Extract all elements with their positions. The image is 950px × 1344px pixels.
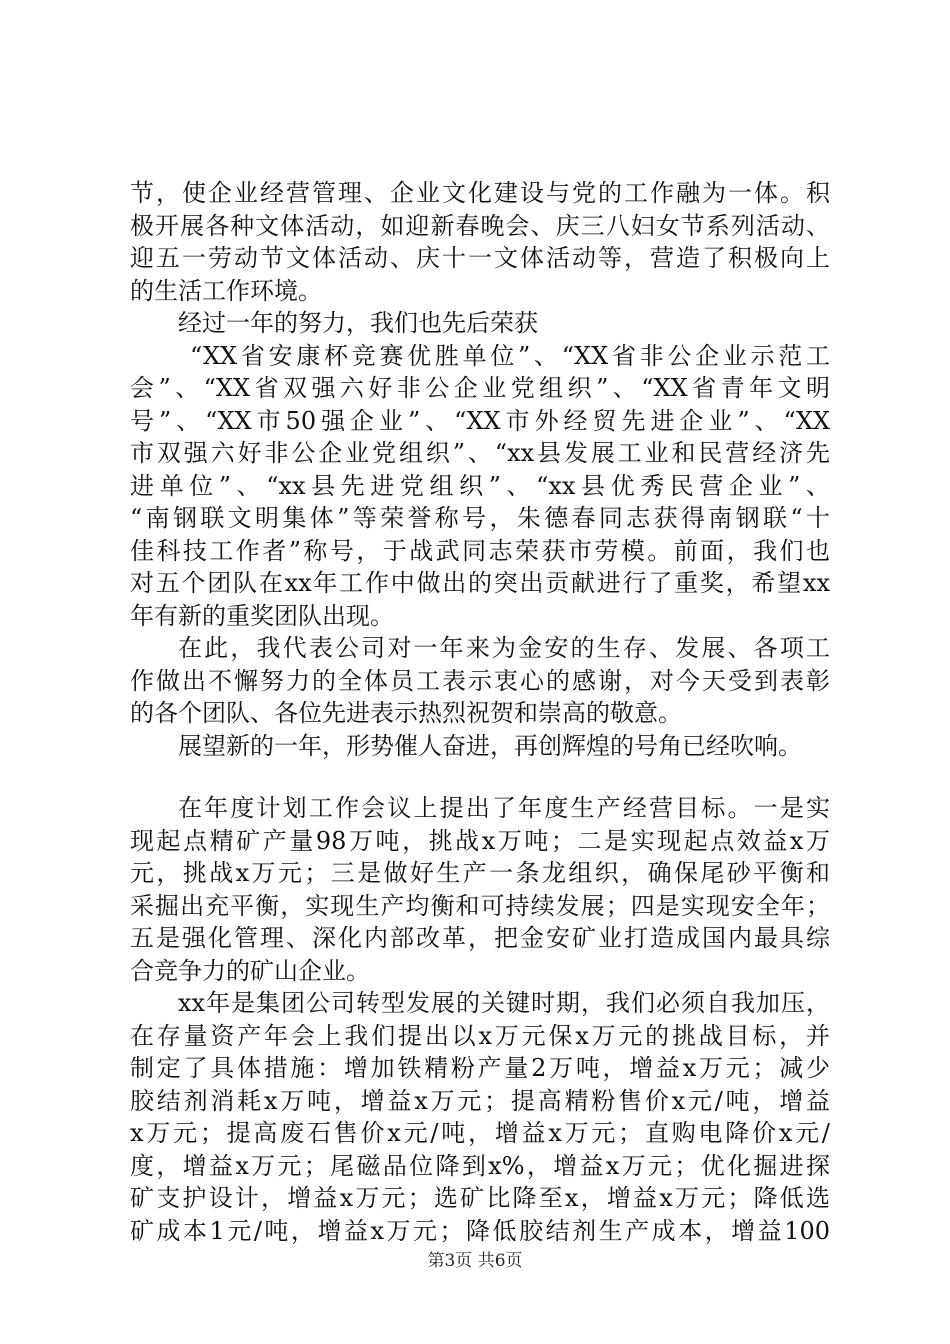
text-line: “XX省安康杯竞赛优胜单位”、“XX省非公企业示范工 (190, 341, 830, 370)
text-line: 号”、“XX市50强企业”、“XX市外经贸先进企业”、“XX (130, 406, 830, 435)
text-line: 市双强六好非公企业党组织”、“xx县发展工业和民营经济先 (130, 439, 830, 467)
text-line: 年有新的重奖团队出现。 (130, 601, 394, 630)
page-number-footer: 第3页 共6页 (427, 1251, 523, 1271)
text-line: 的各个团队、各位先进表示热烈祝贺和崇高的敬意。 (130, 699, 682, 727)
text-line: 度，增益x万元；尾磁品位降到x%，增益x万元；优化掘进探 (130, 1151, 830, 1180)
text-line: 作做出不懈努力的全体员工表示衷心的感谢，对今天受到表彰 (130, 666, 830, 695)
text-line: 元，挑战x万元；三是做好生产一条龙组织，确保尾砂平衡和 (130, 859, 830, 887)
text-line: xx年是集团公司转型发展的关键时期，我们必须自我加压， (178, 989, 830, 1017)
text-line: 采掘出充平衡，实现生产均衡和可持续发展；四是实现安全年； (130, 891, 830, 920)
text-line: 五是强化管理、深化内部改革，把金安矿业打造成国内最具综 (130, 924, 830, 952)
text-line: 制定了具体措施：增加铁精粉产量2万吨，增益x万元；减少 (130, 1054, 830, 1082)
paragraph-gap (130, 762, 830, 792)
text-line: 的生活工作环境。 (130, 276, 322, 305)
text-line: 合竞争力的矿山企业。 (130, 956, 370, 985)
text-line: x万元；提高废石售价x元/吨，增益x万元；直购电降价x元/ (130, 1119, 830, 1147)
text-line: 进单位”、“xx县先进党组织”、“xx县优秀民营企业”、 (130, 471, 830, 500)
text-line: 现起点精矿产量98万吨，挑战x万吨；二是实现起点效益x万 (130, 826, 830, 855)
text-line: 矿成本1元/吨，增益x万元；降低胶结剂生产成本，增益100 (130, 1216, 830, 1245)
text-line: 胶结剂消耗x万吨，增益x万元；提高精粉售价x元/吨，增益 (130, 1086, 830, 1115)
text-line: “南钢联文明集体”等荣誉称号，朱德春同志获得南钢联“十 (130, 504, 830, 532)
text-line: 在年度计划工作会议上提出了年度生产经营目标。一是实 (178, 794, 830, 822)
text-line: 在此，我代表公司对一年来为金安的生存、发展、各项工 (178, 634, 830, 662)
text-line: 在存量资产年会上我们提出以x万元保x万元的挑战目标，并 (130, 1021, 830, 1050)
text-line: 佳科技工作者”称号，于战武同志荣获市劳模。前面，我们也 (130, 536, 830, 565)
text-line: 经过一年的努力，我们也先后荣获 (178, 309, 538, 337)
text-line: 会”、“XX省双强六好非公企业党组织”、“XX省青年文明 (130, 374, 830, 402)
text-line: 对五个团队在xx年工作中做出的突出贡献进行了重奖，希望xx (130, 569, 830, 597)
document-body (130, 177, 830, 1247)
text-line: 极开展各种文体活动，如迎新春晚会、庆三八妇女节系列活动、 (130, 211, 830, 240)
text-line: 展望新的一年，形势催人奋进，再创辉煌的号角已经吹响。 (178, 731, 802, 760)
text-line: 矿支护设计，增益x万元；选矿比降至x，增益x万元；降低选 (130, 1184, 830, 1212)
text-line: 节，使企业经营管理、企业文化建设与党的工作融为一体。积 (130, 179, 830, 207)
text-line: 迎五一劳动节文体活动、庆十一文体活动等，营造了积极向上 (130, 244, 830, 272)
